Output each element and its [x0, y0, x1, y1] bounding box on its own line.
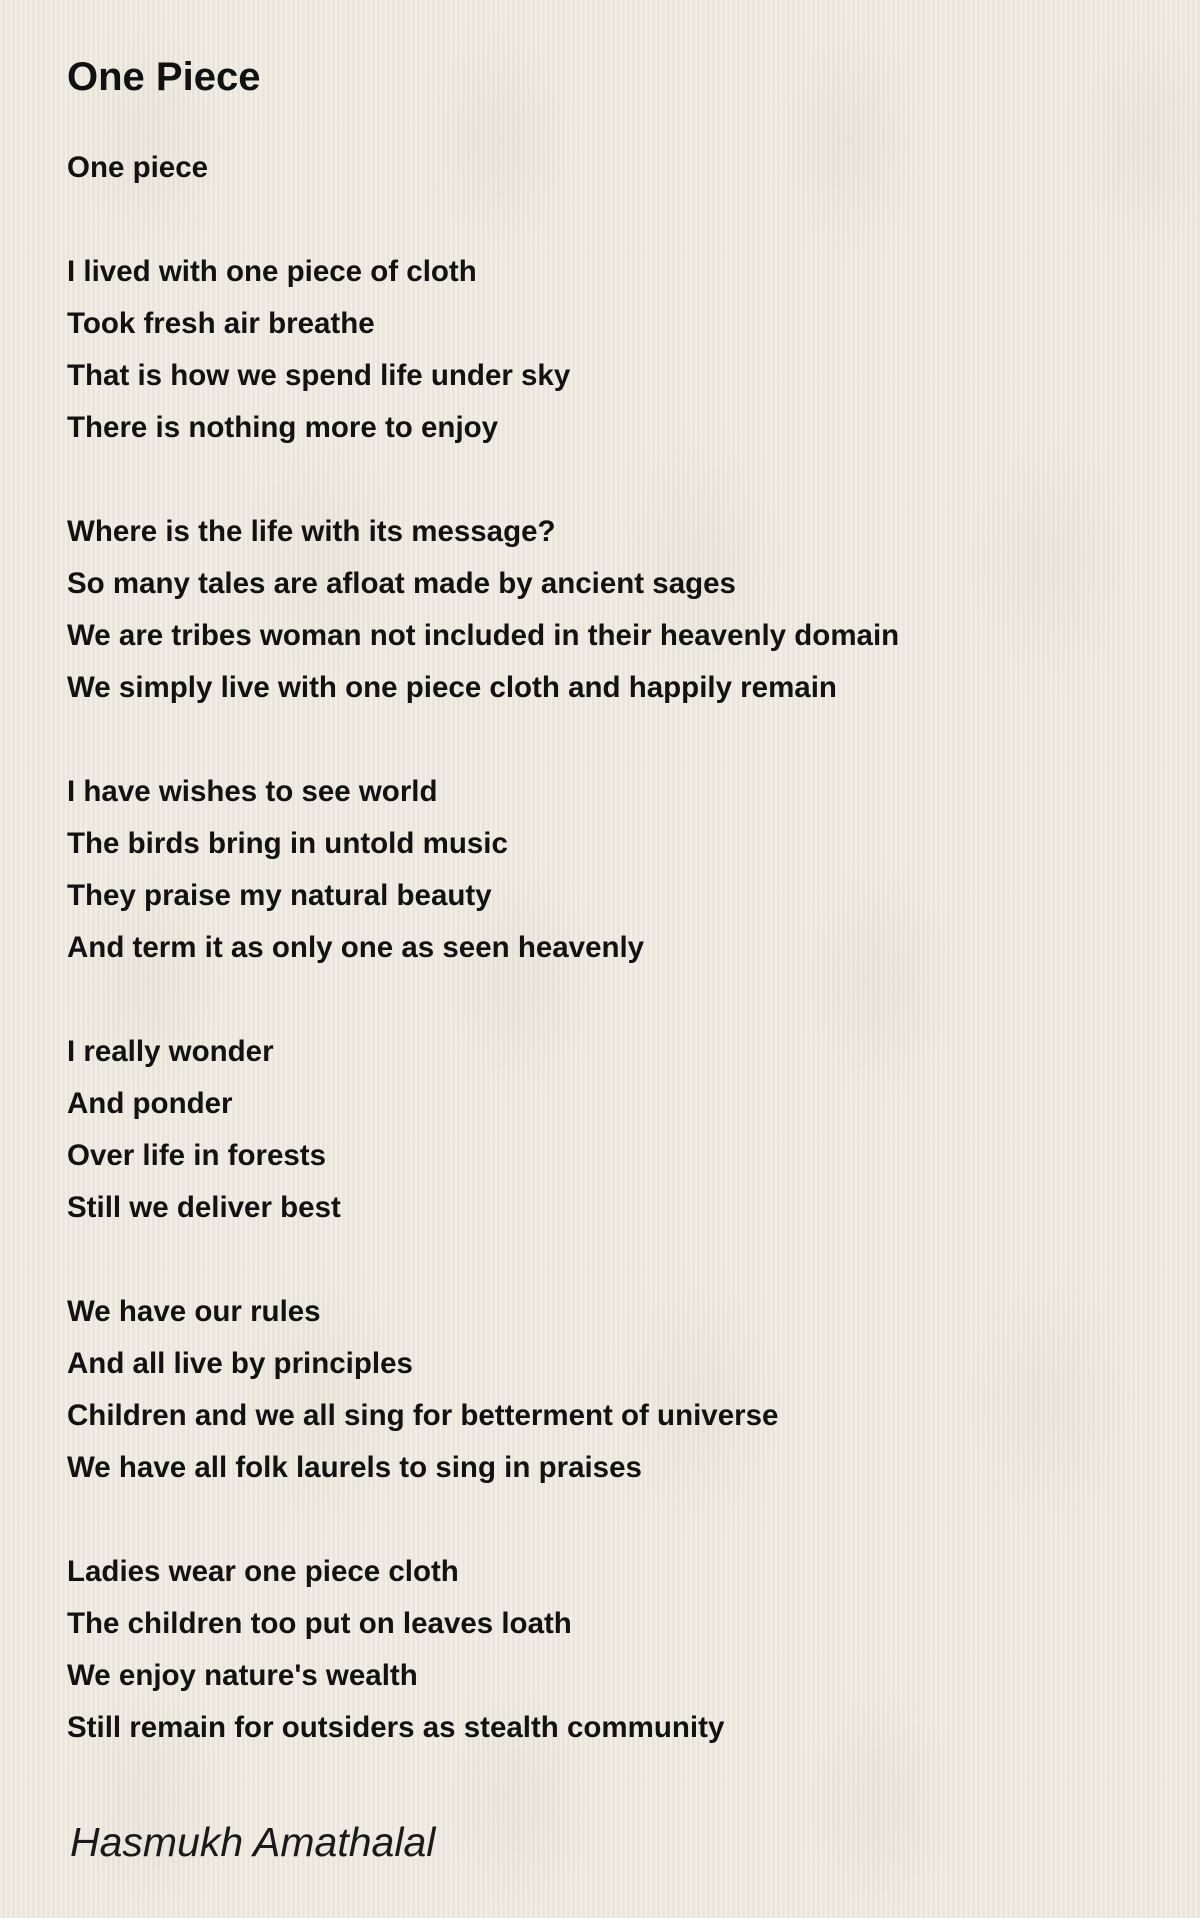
- poem-line: And all live by principles: [67, 1347, 413, 1380]
- poem-line: And ponder: [67, 1087, 233, 1120]
- poem-line: We simply live with one piece cloth and happily remain: [67, 671, 837, 704]
- poem-line: So many tales are afloat made by ancient sages: [67, 567, 736, 600]
- poem-line: We have our rules: [67, 1295, 321, 1328]
- poem-line: Ladies wear one piece cloth: [67, 1555, 459, 1588]
- poem-line: We have all folk laurels to sing in praises: [67, 1451, 642, 1484]
- poem-line: That is how we spend life under sky: [67, 359, 571, 392]
- stanza-3: [67, 766, 1147, 974]
- poem-line: Where is the life with its message?: [67, 515, 556, 548]
- poem-line: There is nothing more to enjoy: [67, 411, 499, 444]
- poem-line: And term it as only one as seen heavenly: [67, 931, 645, 964]
- poem-line: Took fresh air breathe: [67, 307, 375, 340]
- poem-line: The birds bring in untold music: [67, 827, 508, 860]
- poem-author: Hasmukh Amathalal: [70, 1819, 436, 1865]
- poem-line: I have wishes to see world: [67, 775, 438, 808]
- poem-title: One Piece: [67, 55, 261, 99]
- poem-card: [67, 50, 1147, 1754]
- poem-line: We are tribes woman not included in their heavenly domain: [67, 619, 900, 652]
- poem-line: I lived with one piece of cloth: [67, 255, 477, 288]
- poem-line: They praise my natural beauty: [67, 879, 492, 912]
- stanza-2: [67, 506, 1147, 714]
- poem-subtitle: One piece: [67, 151, 209, 184]
- poem-body: [67, 142, 1147, 1754]
- stanza-4: [67, 1026, 1147, 1234]
- poem-line: We enjoy nature's wealth: [67, 1659, 418, 1692]
- poem-line: Still remain for outsiders as stealth community: [67, 1711, 725, 1744]
- poem-line: Still we deliver best: [67, 1191, 341, 1224]
- poem-line: Over life in forests: [67, 1139, 327, 1172]
- stanza-1: [67, 246, 1147, 454]
- poem-line: Children and we all sing for betterment of universe: [67, 1399, 779, 1432]
- poem-line: I really wonder: [67, 1035, 274, 1068]
- stanza-5: [67, 1286, 1147, 1494]
- poem-line: The children too put on leaves loath: [67, 1607, 572, 1640]
- stanza-6: [67, 1546, 1147, 1754]
